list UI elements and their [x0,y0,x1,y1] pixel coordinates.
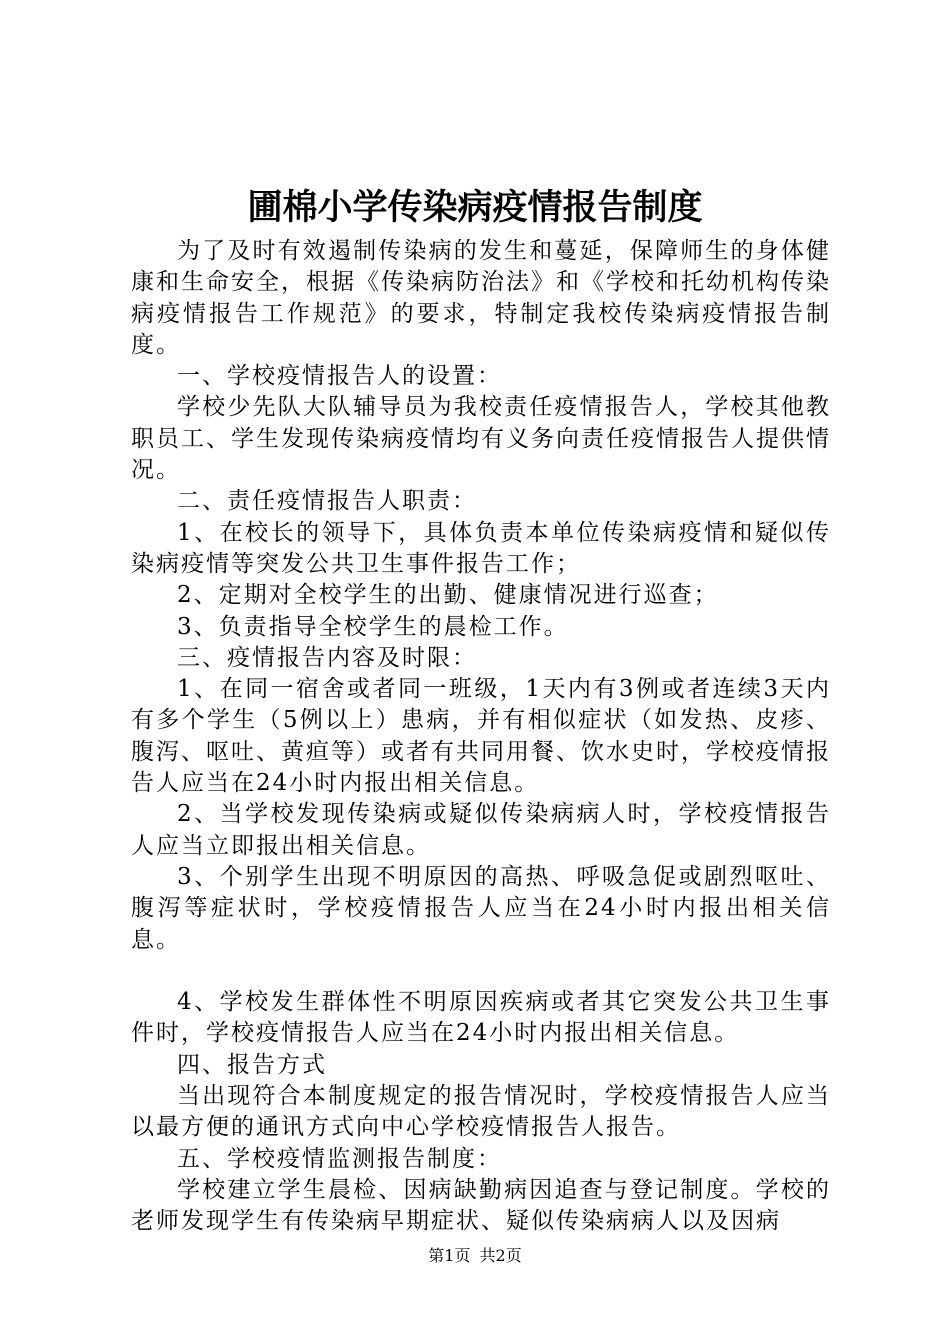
section-heading: 一、学校疫情报告人的设置： [177,363,502,390]
list-item: 3、负责指导全校学生的晨检工作。 [177,613,569,640]
list-item: 2、定期对全校学生的出勤、健康情况进行巡查； [177,582,719,609]
section-heading: 二、责任疫情报告人职责： [177,488,477,515]
paragraph: 学校少先队大队辅导员为我校责任疫情报告人，学校其他教职员工、学生发现传染病疫情均有义务向责任疫情报告人提供情况。 [131,394,831,484]
list-item: 1、在校长的领导下，具体负责本单位传染病疫情和疑似传染病疫情等突发公共卫生事件报告工作； [131,519,831,577]
list-item: 4、学校发生群体性不明原因疾病或者其它突发公共卫生事件时，学校疫情报告人应当在24小时内报出相关信息。 [131,989,831,1047]
list-item: 3、个别学生出现不明原因的高热、呼吸急促或剧烈呕吐、腹泻等症状时，学校疫情报告人应当在24小时内报出相关信息。 [131,863,831,953]
section-heading: 五、学校疫情监测报告制度： [177,1145,502,1172]
page-footer [0,1246,950,1266]
list-item: 1、在同一宿舍或者同一班级，1天内有3例或者连续3天内有多个学生（5例以上）患病，并有相似症状（如发热、皮疹、腹泻、呕吐、黄疸等）或者有共同用餐、饮水史时，学校疫情报告人应当在24小时内报出相关信息。 [131,676,831,797]
document-title: 圃棉小学传染病疫情报告制度 [247,188,703,228]
paragraph: 为了及时有效遏制传染病的发生和蔓延，保障师生的身体健康和生命安全，根据《传染病防治法》和《学校和托幼机构传染病疫情报告工作规范》的要求，特制定我校传染病疫情报告制度。 [131,238,831,358]
page-total: 共2页 [479,1246,522,1265]
document-body [131,236,831,1238]
section-heading: 四、报告方式 [177,1051,327,1078]
page-number: 第1页 [428,1246,471,1265]
paragraph: 学校建立学生晨检、因病缺勤病因追查与登记制度。学校的老师发现学生有传染病早期症状、疑似传染病病人以及因病 [131,1176,831,1235]
list-item: 2、当学校发现传染病或疑似传染病病人时，学校疫情报告人应当立即报出相关信息。 [131,801,831,859]
paragraph: 当出现符合本制度规定的报告情况时，学校疫情报告人应当以最方便的通讯方式向中心学校疫情报告人报告。 [131,1083,831,1141]
section-heading: 三、疫情报告内容及时限： [177,644,477,671]
